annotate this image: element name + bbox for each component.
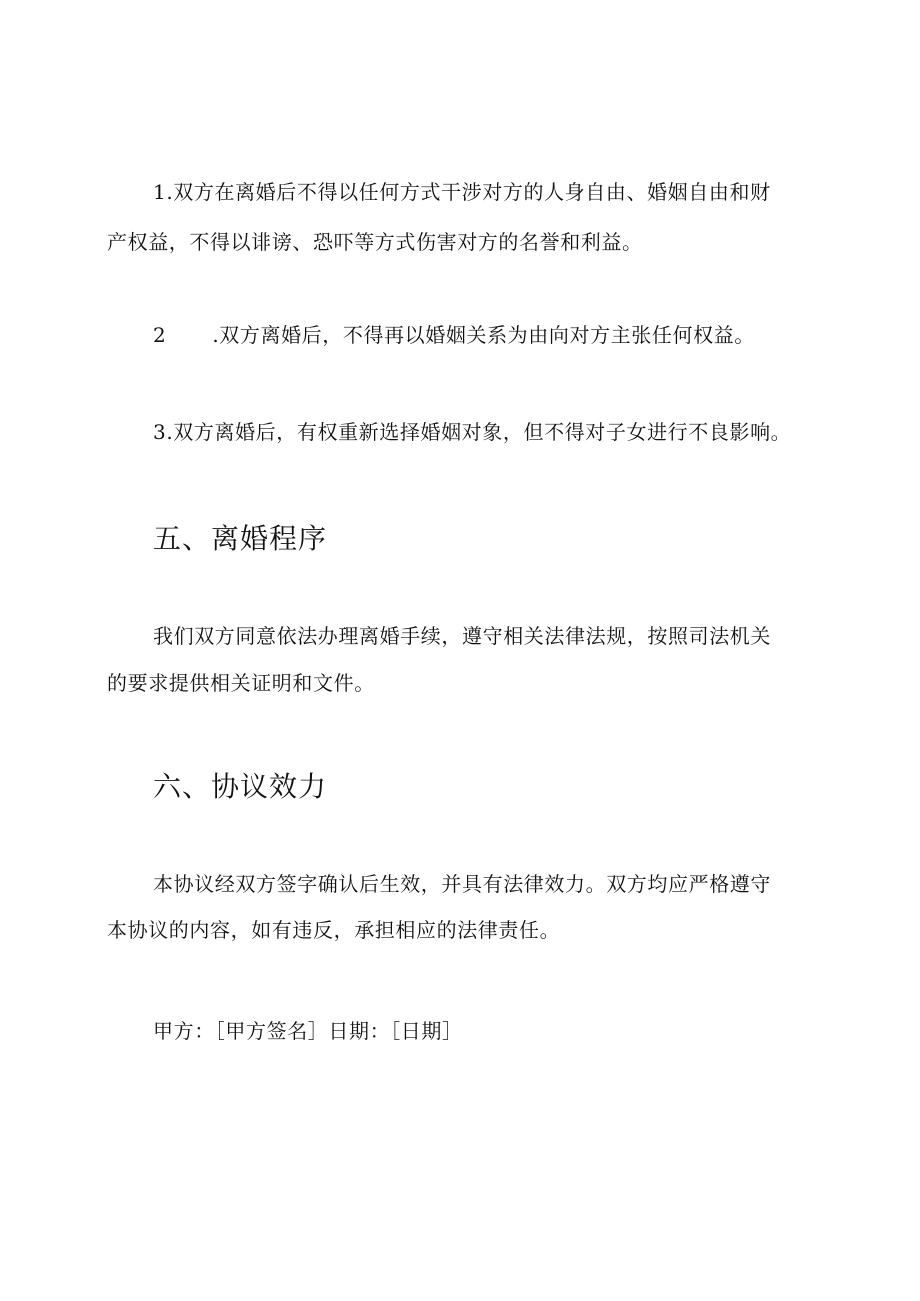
clause-1-number: 1 [153, 180, 167, 204]
clause-3-text: .双方离婚后，有权重新选择婚姻对象，但不得对子女进行不良影响。 [166, 420, 792, 444]
section-5-line-2: 的要求提供相关证明和文件。 [107, 671, 375, 695]
clause-2-number: 2 [153, 323, 167, 347]
section-6-line-2: 本协议的内容，如有违反，承担相应的法律责任。 [107, 918, 561, 942]
clause-3 [153, 418, 791, 446]
clause-1-text: .双方在离婚后不得以任何方式干涉对方的人身自由、婚姻自由和财 [166, 180, 771, 204]
clause-1-line-1 [153, 178, 771, 206]
clause-2 [153, 321, 755, 349]
clause-3-number: 3 [153, 420, 167, 444]
section-5-heading: 五、离婚程序 [153, 522, 328, 555]
section-6-line-1: 本协议经双方签字确认后生效，并具有法律效力。双方均应严格遵守 [153, 872, 771, 896]
signature-line: 甲方：［甲方签名］日期：［日期］ [153, 1019, 463, 1043]
section-5-line-1: 我们双方同意依法办理离婚手续，遵守相关法律法规，按照司法机关 [153, 624, 771, 648]
section-6-heading: 六、协议效力 [153, 770, 328, 803]
clause-1-line-2: 产权益，不得以诽谤、恐吓等方式伤害对方的名誉和利益。 [107, 230, 643, 254]
clause-2-text: .双方离婚后，不得再以婚姻关系为由向对方主张任何权益。 [212, 323, 755, 347]
